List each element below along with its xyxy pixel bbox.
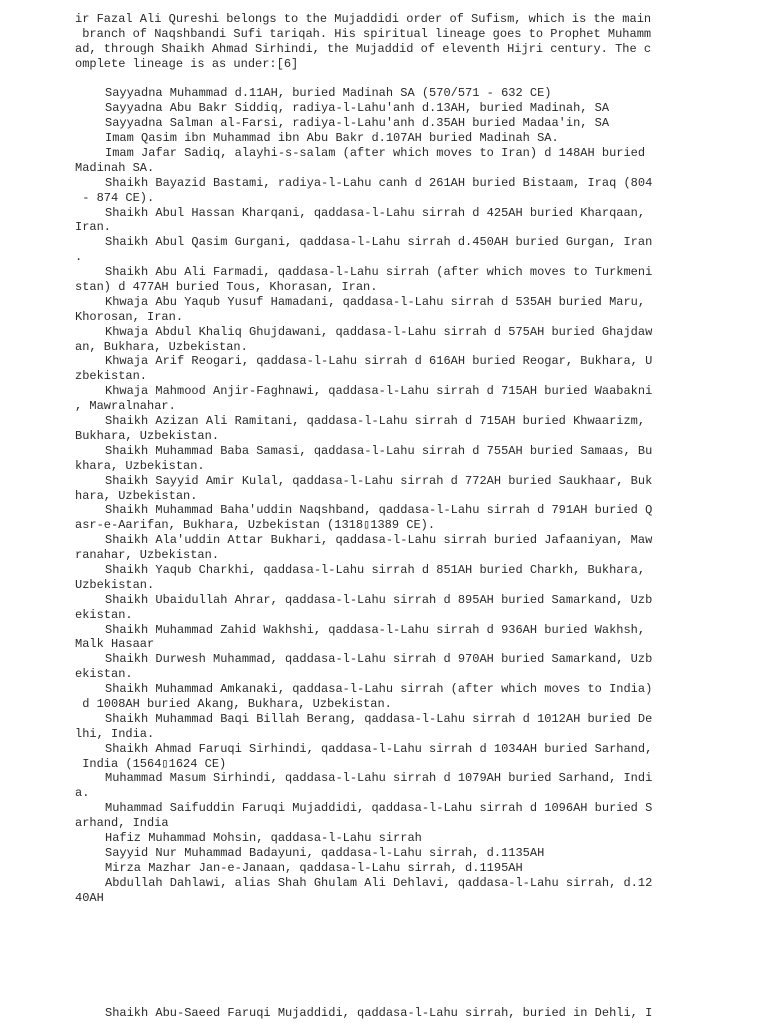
lineage-entry-line: Sayyid Nur Muhammad Badayuni, qaddasa-l-Lahu sirrah, d.1135AH <box>105 845 545 860</box>
lineage-entry-continuation: arhand, India <box>75 816 169 831</box>
lineage-entry-continuation: hara, Uzbekistan. <box>75 488 198 503</box>
lineage-entry-continuation: , Mawralnahar. <box>75 399 176 414</box>
lineage-entry-line: Sayyadna Muhammad d.11AH, buried Madinah SA (570/571 - 632 CE) <box>105 86 552 101</box>
intro-line: branch of Naqshbandi Sufi tariqah. His spiritual lineage goes to Prophet Muhamm <box>75 26 652 41</box>
lineage-list <box>75 86 675 905</box>
lineage-entry-line: Shaikh Muhammad Baha'uddin Naqshband, qaddasa-l-Lahu sirrah d 791AH buried Q <box>105 503 653 518</box>
intro-line: omplete lineage is as under:[6] <box>75 56 299 71</box>
lineage-entry <box>75 742 675 772</box>
lineage-entry <box>75 861 675 876</box>
lineage-entry <box>75 325 675 355</box>
lineage-entry-line: Hafiz Muhammad Mohsin, qaddasa-l-Lahu sirrah <box>105 830 422 845</box>
lineage-entry <box>75 563 675 593</box>
lineage-entry-line: Shaikh Abul Qasim Gurgani, qaddasa-l-Lahu sirrah d.450AH buried Gurgan, Iran <box>105 235 653 250</box>
spacer <box>75 72 675 87</box>
lineage-entry <box>75 682 675 712</box>
lineage-entry-line: Imam Jafar Sadiq, alayhi-s-salam (after which moves to Iran) d 148AH buried <box>105 146 646 161</box>
lineage-entry <box>75 235 675 265</box>
lineage-entry <box>75 131 675 146</box>
lineage-entry <box>75 533 675 563</box>
lineage-entry-line: Mirza Mazhar Jan-e-Janaan, qaddasa-l-Lahu sirrah, d.1195AH <box>105 860 523 875</box>
lineage-entry-line: Shaikh Sayyid Amir Kulal, qaddasa-l-Lahu sirrah d 772AH buried Saukhaar, Buk <box>105 473 653 488</box>
intro-paragraph <box>75 12 675 72</box>
lineage-entry-continuation: - 874 CE). <box>75 190 155 205</box>
lineage-entry-continuation: ranahar, Uzbekistan. <box>75 548 220 563</box>
lineage-entry-line: Khwaja Mahmood Anjir-Faghnawi, qaddasa-l-Lahu sirrah d 715AH buried Waabakni <box>105 384 653 399</box>
lineage-entry-continuation: asr-e-Aarifan, Bukhara, Uzbekistan (1318▯1389 CE). <box>75 518 436 533</box>
lineage-entry-continuation: a. <box>75 786 90 801</box>
lineage-entry-continuation: . <box>75 250 83 265</box>
lineage-entry <box>75 593 675 623</box>
lineage-entry-line: Shaikh Abul Hassan Kharqani, qaddasa-l-Lahu sirrah d 425AH buried Kharqaan, <box>105 205 646 220</box>
lineage-entry-continuation: Malk Hasaar <box>75 637 155 652</box>
lineage-entry-line: Shaikh Muhammad Zahid Wakhshi, qaddasa-l-Lahu sirrah d 936AH buried Wakhsh, <box>105 622 646 637</box>
lineage-entry-continuation: India (1564▯1624 CE) <box>75 756 227 771</box>
lineage-entry-line: Shaikh Abu-Saeed Faruqi Mujaddidi, qaddasa-l-Lahu sirrah, buried in Dehli, I <box>105 1006 653 1020</box>
lineage-entry-line: Shaikh Azizan Ali Ramitani, qaddasa-l-Lahu sirrah d 715AH buried Khwaarizm, <box>105 414 646 429</box>
intro-line: ir Fazal Ali Qureshi belongs to the Mujaddidi order of Sufism, which is the main <box>75 12 652 26</box>
lineage-entry-line: Shaikh Ahmad Faruqi Sirhindi, qaddasa-l-Lahu sirrah d 1034AH buried Sarhand, <box>105 741 653 756</box>
lineage-entry <box>75 176 675 206</box>
lineage-entry-line: Shaikh Abu Ali Farmadi, qaddasa-l-Lahu sirrah (after which moves to Turkmeni <box>105 265 653 280</box>
lineage-entry <box>75 474 675 504</box>
lineage-entry-line: Abdullah Dahlawi, alias Shah Ghulam Ali Dehlavi, qaddasa-l-Lahu sirrah, d.12 <box>105 875 653 890</box>
lineage-entry-line: Khwaja Abu Yaqub Yusuf Hamadani, qaddasa-l-Lahu sirrah d 535AH buried Maru, <box>105 294 646 309</box>
lineage-entry-line: Imam Qasim ibn Muhammad ibn Abu Bakr d.107AH buried Madinah SA. <box>105 131 559 146</box>
lineage-entry-line: Shaikh Bayazid Bastami, radiya-l-Lahu canh d 261AH buried Bistaam, Iraq (804 <box>105 175 653 190</box>
lineage-entry-continuation: d 1008AH buried Akang, Bukhara, Uzbekistan. <box>75 696 392 711</box>
lineage-entry <box>75 503 675 533</box>
lineage-entry <box>75 295 675 325</box>
lineage-entry-continuation: zbekistan. <box>75 369 148 384</box>
lineage-entry <box>75 146 675 176</box>
lineage-entry <box>75 86 675 101</box>
lineage-entry-continuation: ekistan. <box>75 667 133 682</box>
lineage-entry <box>75 206 675 236</box>
lineage-entry-continuation: Khorosan, Iran. <box>75 309 184 324</box>
lineage-entry-line: Shaikh Ala'uddin Attar Bukhari, qaddasa-l-Lahu sirrah buried Jafaaniyan, Maw <box>105 533 653 548</box>
lineage-entry <box>75 712 675 742</box>
lineage-entry-continuation: stan) d 477AH buried Tous, Khorasan, Iran. <box>75 280 378 295</box>
lineage-entry <box>75 354 675 384</box>
document-page <box>75 12 675 905</box>
lineage-entry <box>75 384 675 414</box>
lineage-entry <box>75 116 675 131</box>
lineage-entry <box>75 846 675 861</box>
lineage-entry <box>75 831 675 846</box>
lineage-entry-line: Shaikh Muhammad Baba Samasi, qaddasa-l-Lahu sirrah d 755AH buried Samaas, Bu <box>105 443 653 458</box>
lineage-entry <box>75 652 675 682</box>
lineage-entry <box>75 414 675 444</box>
lineage-entry-line: Muhammad Masum Sirhindi, qaddasa-l-Lahu sirrah d 1079AH buried Sarhand, Indi <box>105 771 653 786</box>
lineage-entry-line: Sayyadna Abu Bakr Siddiq, radiya-l-Lahu'anh d.13AH, buried Madinah, SA <box>105 101 610 116</box>
lineage-entry-continuation: 40AH <box>75 890 104 905</box>
lineage-entry-continuation: ekistan. <box>75 607 133 622</box>
lineage-entry-continuation: khara, Uzbekistan. <box>75 458 205 473</box>
continuation-line-block <box>75 1006 715 1021</box>
lineage-entry-continuation: Madinah SA. <box>75 160 155 175</box>
lineage-entry-line: Muhammad Saifuddin Faruqi Mujaddidi, qaddasa-l-Lahu sirrah d 1096AH buried S <box>105 801 653 816</box>
lineage-entry-continuation: an, Bukhara, Uzbekistan. <box>75 339 248 354</box>
lineage-entry <box>75 801 675 831</box>
lineage-entry-line: Shaikh Ubaidullah Ahrar, qaddasa-l-Lahu sirrah d 895AH buried Samarkand, Uzb <box>105 592 653 607</box>
lineage-entry-line: Khwaja Abdul Khaliq Ghujdawani, qaddasa-l-Lahu sirrah d 575AH buried Ghajdaw <box>105 324 653 339</box>
lineage-entry <box>75 444 675 474</box>
lineage-entry-continuation: Iran. <box>75 220 112 235</box>
intro-line: ad, through Shaikh Ahmad Sirhindi, the Mujaddid of eleventh Hijri century. The c <box>75 41 652 56</box>
lineage-entry <box>75 101 675 116</box>
lineage-entry-line: Khwaja Arif Reogari, qaddasa-l-Lahu sirrah d 616AH buried Reogar, Bukhara, U <box>105 354 653 369</box>
lineage-entry-line: Shaikh Muhammad Amkanaki, qaddasa-l-Lahu sirrah (after which moves to India) <box>105 682 653 697</box>
lineage-entry <box>75 623 675 653</box>
lineage-entry-line: Shaikh Muhammad Baqi Billah Berang, qaddasa-l-Lahu sirrah d 1012AH buried De <box>105 711 653 726</box>
lineage-entry <box>75 771 675 801</box>
lineage-entry <box>75 876 675 906</box>
lineage-entry <box>75 265 675 295</box>
lineage-entry-continuation: Bukhara, Uzbekistan. <box>75 428 220 443</box>
lineage-entry-continuation: lhi, India. <box>75 726 155 741</box>
lineage-entry-line: Sayyadna Salman al-Farsi, radiya-l-Lahu'anh d.35AH buried Madaa'in, SA <box>105 116 610 131</box>
lineage-entry-line: Shaikh Yaqub Charkhi, qaddasa-l-Lahu sirrah d 851AH buried Charkh, Bukhara, <box>105 562 646 577</box>
lineage-entry-continuation: Uzbekistan. <box>75 577 155 592</box>
lineage-entry-line: Shaikh Durwesh Muhammad, qaddasa-l-Lahu sirrah d 970AH buried Samarkand, Uzb <box>105 652 653 667</box>
